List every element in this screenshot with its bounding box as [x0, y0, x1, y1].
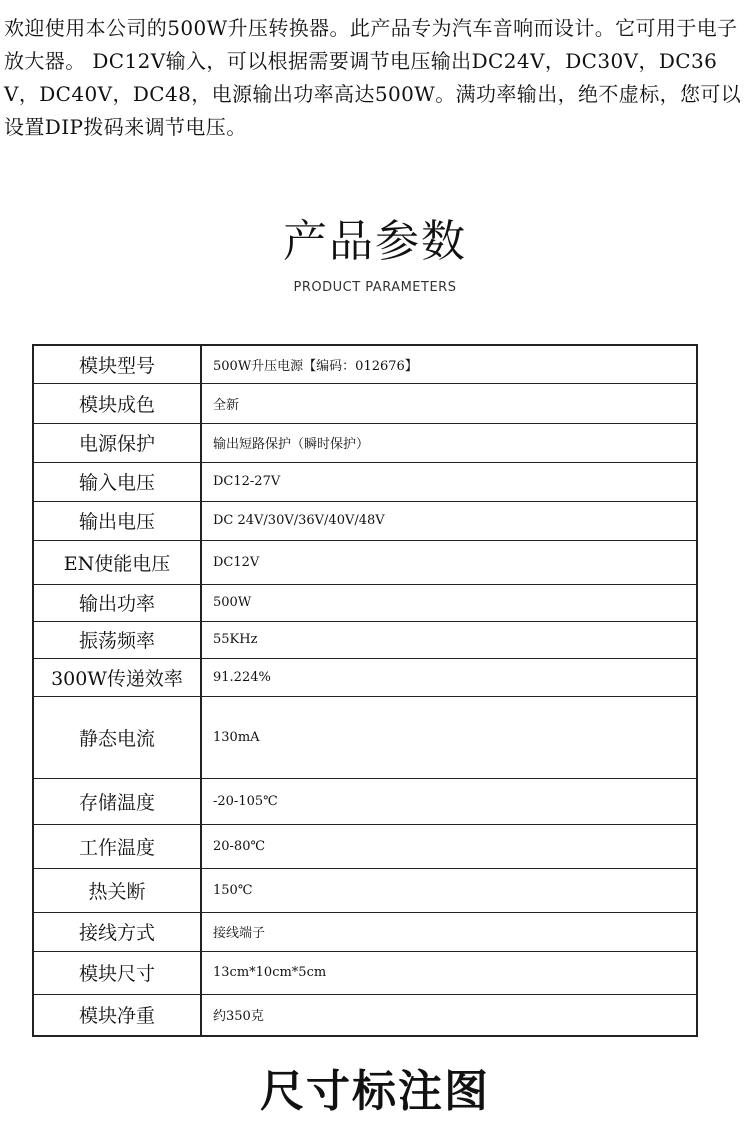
row-value: 接线端子	[201, 912, 697, 951]
row-value: 500W升压电源【编码：012676】	[201, 345, 697, 383]
row-label: 静态电流	[33, 696, 201, 778]
row-value: 500W	[201, 584, 697, 621]
row-value: 55KHz	[201, 621, 697, 658]
row-label: 工作温度	[33, 824, 201, 868]
table-row	[33, 951, 697, 994]
params-table	[32, 344, 698, 1037]
table-row	[33, 423, 697, 462]
row-value: 150℃	[201, 868, 697, 912]
table-row	[33, 584, 697, 621]
table-row	[33, 462, 697, 501]
table-row	[33, 868, 697, 912]
row-value: 20-80℃	[201, 824, 697, 868]
row-label: 接线方式	[33, 912, 201, 951]
row-label: 模块成色	[33, 383, 201, 423]
row-value: DC12V	[201, 540, 697, 584]
dimension-title: 尺寸标注图	[260, 1066, 490, 1117]
row-value: 全新	[201, 383, 697, 423]
table-row	[33, 778, 697, 824]
row-value: DC12-27V	[201, 462, 697, 501]
params-title-cn: 产品参数	[283, 216, 467, 267]
table-row	[33, 501, 697, 540]
table-row	[33, 696, 697, 778]
row-value: DC 24V/30V/36V/40V/48V	[201, 501, 697, 540]
row-label: 输出功率	[33, 584, 201, 621]
row-value: 13cm*10cm*5cm	[201, 951, 697, 994]
row-label: 模块净重	[33, 994, 201, 1036]
params-title-en: PRODUCT PARAMETERS	[293, 280, 457, 295]
row-label: 输入电压	[33, 462, 201, 501]
table-row	[33, 540, 697, 584]
row-value: 输出短路保护（瞬时保护）	[201, 423, 697, 462]
row-value: 约350克	[201, 994, 697, 1036]
intro-paragraph: 欢迎使用本公司的500W升压转换器。此产品专为汽车音响而设计。它可用于电子放大器。 DC12V输入，可以根据需要调节电压输出DC24V，DC30V，DC36V，DC40V，DC48，电源输出功率高达500W。满功率输出，绝不虚标，您可以设置DIP拨码来调节电压。	[4, 16, 742, 139]
table-row	[33, 994, 697, 1036]
row-label: 电源保护	[33, 423, 201, 462]
row-label: 振荡频率	[33, 621, 201, 658]
row-label: 300W传递效率	[33, 658, 201, 696]
row-label: 存储温度	[33, 778, 201, 824]
table-row	[33, 658, 697, 696]
row-label: 输出电压	[33, 501, 201, 540]
table-row	[33, 912, 697, 951]
table-row	[33, 345, 697, 383]
table-row	[33, 824, 697, 868]
table-row	[33, 383, 697, 423]
row-label: EN使能电压	[33, 540, 201, 584]
row-value: -20-105℃	[201, 778, 697, 824]
row-label: 模块尺寸	[33, 951, 201, 994]
row-label: 模块型号	[33, 345, 201, 383]
row-value: 91.224%	[201, 658, 697, 696]
row-label: 热关断	[33, 868, 201, 912]
table-row	[33, 621, 697, 658]
row-value: 130mA	[201, 696, 697, 778]
